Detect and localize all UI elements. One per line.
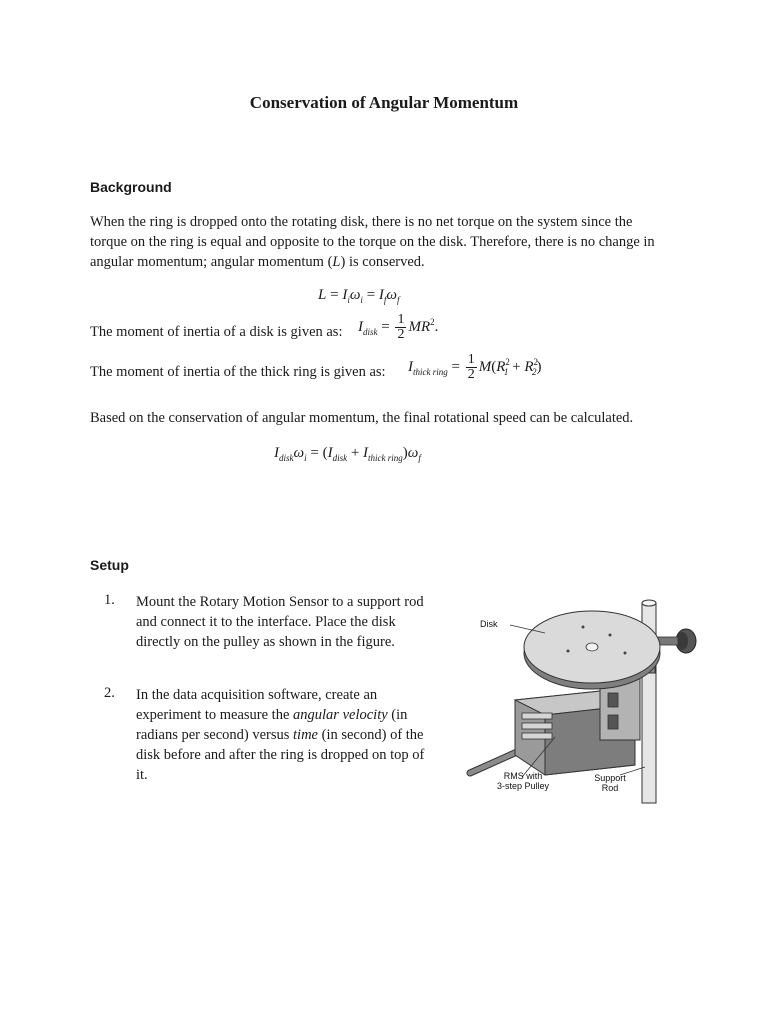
final-eq-sub-disk: disk	[279, 453, 294, 463]
setup-item-2-line-3-a: radians per second) versus	[136, 727, 294, 743]
final-eq-sub-ring: thick ring	[368, 453, 403, 463]
setup-item-2-time: time	[293, 727, 318, 743]
figure-label-rod-line-2: Rod	[601, 783, 619, 793]
figure-label-rms-line-2: 3-step Pulley	[496, 781, 550, 791]
setup-item-2-line-2	[136, 705, 446, 725]
setup-heading: Setup	[90, 557, 129, 573]
setup-item-1-line-1: Mount the Rotary Motion Sensor to a support rod	[136, 594, 424, 610]
ring-eq-R1: R	[496, 358, 506, 375]
eq1-sub-f2: f	[397, 295, 400, 305]
paragraph-line-3-a: angular momentum; angular momentum (	[90, 254, 333, 270]
final-eq-sub-disk2: disk	[332, 453, 348, 463]
ring-eq-plus: +	[508, 358, 525, 375]
ring-eq-open: (	[491, 358, 497, 375]
setup-item-2-line-2-b: (in	[387, 707, 408, 723]
ring-eq-R2: R	[524, 358, 534, 375]
eq1-sub-i: i	[347, 295, 350, 305]
disk-eq-I: I	[358, 318, 363, 335]
paragraph-line-2: torque on the ring is equal and opposite to the torque on the disk. Therefore, there is no change in	[90, 234, 655, 250]
final-eq-sub-f: f	[418, 453, 421, 463]
final-eq-omega: ω	[293, 445, 305, 461]
background-heading: Background	[90, 179, 172, 195]
equation-disk-inertia	[358, 313, 438, 342]
final-eq-omega2: ω	[407, 445, 419, 461]
disk-eq-equals: =	[377, 318, 394, 335]
ring-eq-den: 2	[467, 367, 475, 382]
figure-label-disk: Disk	[480, 619, 498, 629]
apparatus-figure	[460, 595, 700, 810]
disk-eq-M: M	[408, 318, 421, 335]
eq1-omega: ω	[349, 287, 361, 303]
equation-final-speed	[274, 445, 421, 463]
setup-item-2-line-5: it.	[136, 767, 148, 783]
final-speed-text: Based on the conservation of angular momentum, the final rotational speed can be calculated.	[90, 410, 634, 426]
setup-item-1-line-2: and connect it to the interface. Place the disk	[136, 614, 396, 630]
eq1-equals-2: =	[362, 287, 379, 303]
setup-item-1-number: 1.	[104, 592, 115, 608]
figure-label-rms	[486, 771, 560, 791]
final-eq-sub-i: i	[304, 453, 307, 463]
setup-item-2-text	[136, 685, 446, 785]
final-eq-I2: I	[327, 445, 333, 461]
setup-item-2-number: 2.	[104, 685, 115, 701]
paragraph-line-3	[90, 252, 690, 272]
setup-item-2-angular-velocity: angular velocity	[293, 707, 388, 723]
eq1-omega2: ω	[386, 287, 398, 303]
ring-eq-equals: =	[447, 358, 464, 375]
disk-eq-sub: disk	[363, 326, 378, 337]
disk-eq-den: 2	[397, 327, 405, 342]
paragraph-line-1: When the ring is dropped onto the rotating disk, there is no net torque on the system since the	[90, 214, 633, 230]
page-title: Conservation of Angular Momentum	[249, 93, 519, 112]
setup-item-2-line-1: In the data acquisition software, create an	[136, 687, 378, 703]
ring-eq-sub2: 2	[532, 366, 537, 377]
setup-item-2-line-4: disk before and after the ring is dropped on top of	[136, 747, 425, 763]
setup-item-2-line-3-b: (in second) of the	[318, 727, 424, 743]
final-eq-I3: I	[363, 445, 369, 461]
ring-inertia-text: The moment of inertia of the thick ring is given as:	[90, 364, 386, 380]
ring-eq-close: )	[536, 358, 542, 375]
final-eq-equals: = (	[306, 445, 328, 461]
eq1-I: I	[342, 287, 348, 303]
final-eq-close: )	[402, 445, 408, 461]
final-eq-plus: +	[347, 445, 364, 461]
disk-eq-num: 1	[397, 312, 405, 327]
disk-eq-R: R	[420, 318, 431, 335]
ring-eq-sup2: 2	[533, 356, 539, 367]
equation-conservation	[318, 287, 400, 305]
ring-eq-num: 1	[467, 352, 475, 367]
eq1-L: L	[318, 287, 327, 303]
final-eq-I: I	[274, 445, 279, 461]
disk-eq-fraction	[395, 313, 406, 342]
ring-eq-sup1: 2	[505, 356, 510, 367]
eq1-equals-1: =	[326, 287, 343, 303]
ring-eq-M: M	[478, 358, 492, 375]
figure-label-rms-line-1: RMS with	[503, 771, 543, 781]
ring-eq-fraction	[466, 353, 477, 382]
eq1-sub-f: f	[383, 295, 387, 305]
eq1-sub-i2: i	[360, 295, 363, 305]
figure-label-rod	[586, 773, 634, 793]
ring-eq-sub: thick ring	[413, 366, 448, 377]
background-paragraph	[90, 212, 690, 272]
eq1-I2: I	[378, 287, 384, 303]
disk-inertia-text: The moment of inertia of a disk is given as:	[90, 324, 343, 340]
ring-eq-sub1: 1	[503, 366, 509, 377]
setup-item-2-line-3	[136, 725, 446, 745]
figure-label-rod-line-1: Support	[594, 773, 626, 783]
paragraph-line-3-b: ) is conserved.	[340, 254, 425, 270]
setup-item-2-line-2-a: experiment to measure the	[136, 707, 294, 723]
paragraph-line-3-L: L	[332, 254, 341, 270]
disk-eq-sup: 2	[430, 316, 435, 327]
setup-item-1-text	[136, 592, 446, 652]
equation-ring-inertia	[408, 353, 542, 382]
ring-eq-I: I	[408, 358, 413, 375]
setup-item-1-line-3: directly on the pulley as shown in the figure.	[136, 634, 395, 650]
disk-eq-period: .	[434, 318, 439, 335]
